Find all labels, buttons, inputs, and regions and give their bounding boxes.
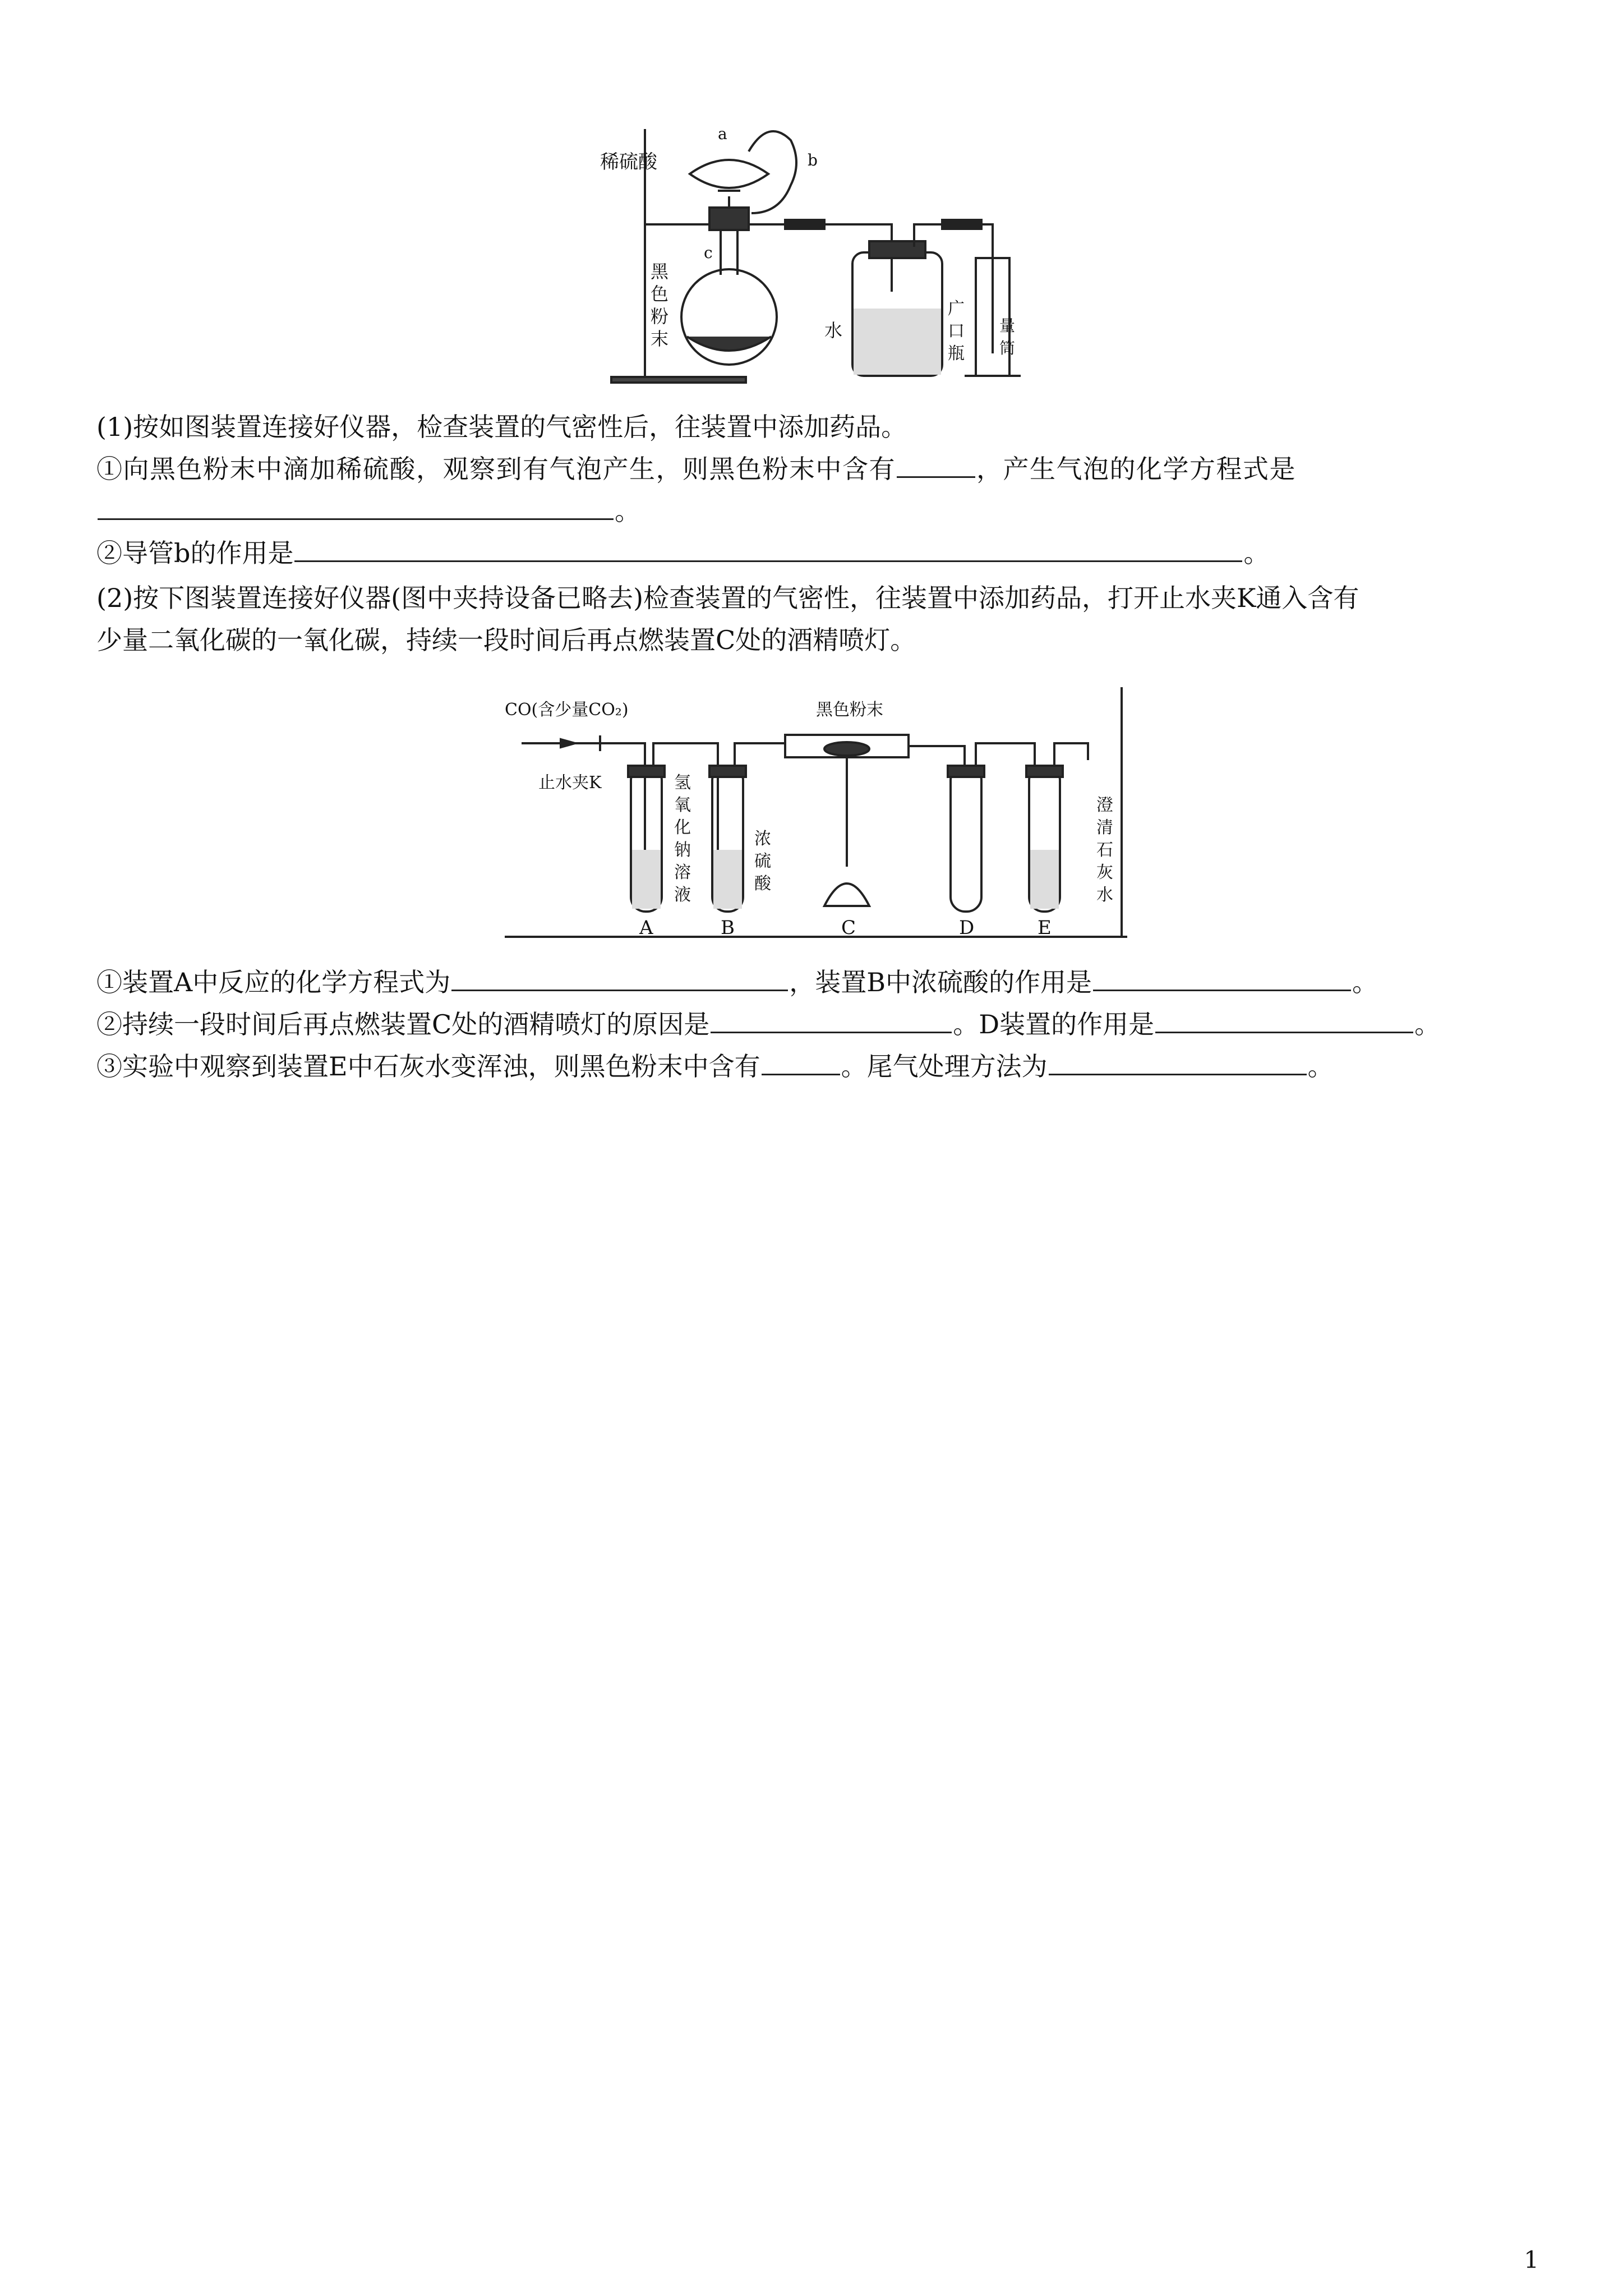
answer-blank-7[interactable] (1155, 1006, 1413, 1033)
q2-item2-text-b: 。D装置的作用是 (953, 1009, 1155, 1039)
q2-item3-text-b: 。尾气处理方法为 (841, 1051, 1048, 1082)
answer-blank-8[interactable] (762, 1048, 840, 1075)
label-clamp-k: 止水夹K (538, 773, 602, 793)
label-A: A (639, 917, 653, 939)
q1-item2-text: ②导管b的作用是 (96, 538, 294, 568)
answer-blank-4[interactable] (451, 964, 788, 991)
label-naoh-1: 氢 (674, 773, 691, 793)
answer-blank-5[interactable] (1093, 964, 1351, 991)
label-c: c (704, 243, 713, 262)
label-E: E (1038, 917, 1052, 939)
answer-blank-1[interactable] (897, 450, 975, 478)
label-B: B (721, 917, 735, 939)
q2-item1-text-b: ，装置B中浓硫酸的作用是 (789, 967, 1092, 997)
q2-item3-text-a: ③实验中观察到装置E中石灰水变浑浊，则黑色粉末中含有 (96, 1051, 760, 1082)
tube-b (749, 131, 796, 213)
label-limewater-1: 澄 (1096, 795, 1113, 815)
tube-b-to-c (735, 743, 785, 766)
label-powder-2: 色 (651, 283, 669, 305)
q1-item1-line (96, 449, 1539, 489)
label-powder-3: 粉 (651, 306, 669, 327)
label-limewater-3: 石 (1096, 840, 1113, 860)
separatory-funnel (690, 160, 768, 188)
figure-1-svg (589, 118, 1026, 387)
label-h2so4-1: 浓 (754, 829, 771, 849)
label-D: D (959, 917, 975, 939)
q1-item2-end: 。 (1243, 538, 1270, 568)
spirit-burner (824, 884, 869, 906)
q2-item1-text-a: ①装置A中反应的化学方程式为 (96, 967, 451, 997)
q1-item1-line2 (96, 491, 1539, 531)
label-water: 水 (824, 320, 843, 341)
label-b: b (808, 151, 818, 169)
q2-item3-line (96, 1046, 1539, 1087)
label-limewater-5: 水 (1096, 885, 1113, 905)
answer-blank-6[interactable] (711, 1006, 952, 1033)
black-powder-2 (824, 742, 869, 756)
q2-intro-2: 少量二氧化碳的一氧化碳，持续一段时间后再点燃装置C处的酒精喷灯。 (96, 625, 916, 655)
label-h2so4-2: 硫 (754, 852, 771, 871)
figure-1-apparatus (589, 118, 1026, 387)
tube-d-to-e (976, 743, 1035, 766)
q2-item1-end: 。 (1352, 967, 1378, 997)
label-dilute-sulfuric-acid: 稀硫酸 (600, 151, 657, 173)
q2-item3-end: 。 (1307, 1051, 1334, 1082)
label-h2so4-3: 酸 (754, 874, 771, 894)
q1-item2-line (96, 533, 1539, 573)
label-a: a (718, 125, 727, 143)
tail-tube (1054, 743, 1088, 766)
label-co-inlet: CO(含少量CO₂) (505, 700, 629, 720)
label-naoh-6: 液 (674, 885, 691, 905)
label-limewater-2: 清 (1096, 818, 1113, 838)
label-bottle-2: 口 (948, 321, 965, 341)
q2-item2-end: 。 (1414, 1009, 1441, 1039)
label-cylinder-1: 量 (999, 316, 1016, 335)
label-limewater-4: 灰 (1096, 863, 1113, 882)
label-bottle-3: 瓶 (948, 344, 965, 364)
iron-stand-base (611, 377, 746, 383)
q1-intro: (1)按如图装置连接好仪器，检查装置的气密性后，往装置中添加药品。 (96, 412, 907, 442)
label-naoh-5: 溶 (674, 863, 691, 882)
label-C: C (841, 917, 856, 939)
q1-item1-text-a: ①向黑色粉末中滴加稀硫酸，观察到有气泡产生，则黑色粉末中含有 (96, 454, 896, 484)
answer-blank-2[interactable] (98, 493, 614, 520)
flask-stopper (709, 208, 749, 230)
label-bottle-1: 广 (948, 299, 965, 319)
answer-blank-3[interactable] (294, 535, 1242, 562)
label-naoh-3: 化 (674, 818, 691, 838)
q2-intro-1: (2)按下图装置连接好仪器(图中夹持设备已略去)检查装置的气密性，往装置中添加药品，打开止水夹K通入含有 (96, 583, 1359, 613)
label-naoh-2: 氧 (674, 795, 691, 815)
tube-c-to-d (909, 746, 965, 766)
page-number: 1 (1524, 2246, 1539, 2274)
figure-2-apparatus (505, 682, 1127, 940)
figure-2-svg (505, 682, 1127, 940)
label-black-powder: 黑色粉末 (816, 700, 883, 720)
q1-item1-text-b: ，产生气泡的化学方程式是 (976, 454, 1296, 484)
label-powder-4: 末 (651, 328, 669, 349)
black-powder (687, 337, 771, 351)
q1-item1-end: 。 (615, 496, 640, 526)
q2-item2-text-a: ②持续一段时间后再点燃装置C处的酒精喷灯的原因是 (96, 1009, 710, 1039)
q2-item2-line (96, 1004, 1539, 1045)
label-cylinder-2: 筒 (999, 339, 1016, 357)
q2-item1-line (96, 962, 1539, 1002)
tube-d (951, 766, 981, 912)
answer-blank-9[interactable] (1049, 1048, 1307, 1075)
bottle-water (854, 309, 941, 375)
label-naoh-4: 钠 (674, 840, 691, 860)
label-powder-1: 黑 (651, 261, 669, 282)
